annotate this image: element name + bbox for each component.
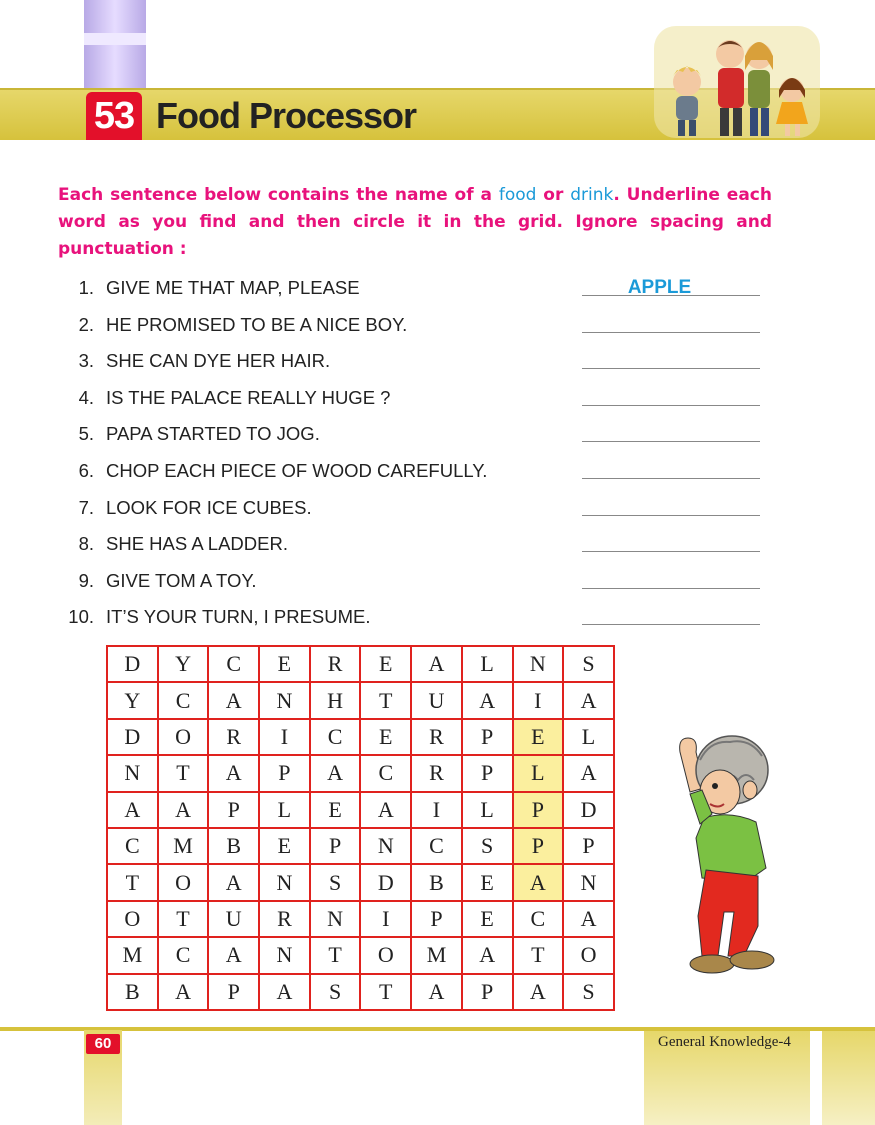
grid-cell[interactable]: N: [260, 938, 311, 974]
grid-cell[interactable]: L: [260, 793, 311, 829]
sentence-row: [60, 310, 780, 347]
answer-line[interactable]: [582, 624, 760, 625]
instructions: [58, 182, 772, 263]
grid-cell[interactable]: A: [564, 902, 615, 938]
sentence-text: GIVE TOM A TOY.: [106, 569, 257, 591]
grid-cell[interactable]: N: [108, 756, 159, 792]
grid-cell[interactable]: P: [463, 975, 514, 1011]
grid-cell[interactable]: N: [514, 647, 565, 683]
grid-cell[interactable]: A: [311, 756, 362, 792]
grid-cell[interactable]: A: [159, 975, 210, 1011]
grid-cell[interactable]: C: [159, 938, 210, 974]
grid-cell[interactable]: O: [159, 865, 210, 901]
answer-text: APPLE: [627, 277, 692, 298]
answer-line[interactable]: [582, 515, 760, 516]
sentence-number: 4.: [78, 386, 94, 408]
grid-cell[interactable]: E: [260, 647, 311, 683]
grid-cell[interactable]: A: [463, 938, 514, 974]
sentence-number: 3.: [78, 350, 94, 372]
grid-cell[interactable]: A: [209, 865, 260, 901]
answer-line[interactable]: [582, 588, 760, 589]
grid-cell[interactable]: A: [514, 865, 565, 901]
grid-cell[interactable]: Y: [108, 683, 159, 719]
grid-cell[interactable]: E: [463, 902, 514, 938]
grid-cell[interactable]: R: [209, 720, 260, 756]
sentence-row: [60, 566, 780, 603]
grid-cell[interactable]: U: [412, 683, 463, 719]
grid-cell[interactable]: T: [361, 975, 412, 1011]
grid-cell[interactable]: R: [260, 902, 311, 938]
instructions-part1: Each sentence below contains the name of a: [58, 185, 499, 205]
grid-cell[interactable]: P: [564, 829, 615, 865]
grid-cell[interactable]: N: [311, 902, 362, 938]
sentence-row: [60, 456, 780, 493]
grid-cell[interactable]: C: [514, 902, 565, 938]
grid-cell[interactable]: O: [159, 720, 210, 756]
sentence-text: PAPA STARTED TO JOG.: [106, 423, 320, 445]
answer-line[interactable]: [582, 405, 760, 406]
sentence-row: [60, 419, 780, 456]
grid-cell[interactable]: P: [514, 829, 565, 865]
grid-cell[interactable]: P: [311, 829, 362, 865]
grid-cell[interactable]: S: [564, 975, 615, 1011]
grid-cell[interactable]: N: [361, 829, 412, 865]
grid-cell[interactable]: D: [108, 720, 159, 756]
sentence-row: [60, 529, 780, 566]
sentence-number: 9.: [78, 569, 94, 591]
grid-cell[interactable]: M: [412, 938, 463, 974]
grid-cell[interactable]: I: [412, 793, 463, 829]
grid-cell[interactable]: L: [514, 756, 565, 792]
answer-line[interactable]: [582, 368, 760, 369]
grid-cell[interactable]: T: [159, 902, 210, 938]
grid-cell[interactable]: A: [412, 647, 463, 683]
grid-cell[interactable]: D: [564, 793, 615, 829]
sentence-number: 2.: [78, 313, 94, 335]
grid-cell[interactable]: I: [514, 683, 565, 719]
sentence-text: CHOP EACH PIECE OF WOOD CAREFULLY.: [106, 459, 488, 481]
grid-cell[interactable]: Y: [159, 647, 210, 683]
sentence-text: SHE CAN DYE HER HAIR.: [106, 350, 331, 372]
grid-cell[interactable]: A: [108, 793, 159, 829]
chapter-tab-stripe: [84, 33, 146, 45]
sentence-number: 7.: [78, 496, 94, 518]
grid-cell[interactable]: C: [209, 647, 260, 683]
sentence-number: 8.: [78, 533, 94, 555]
grid-cell[interactable]: U: [209, 902, 260, 938]
grid-cell[interactable]: B: [108, 975, 159, 1011]
answer-line[interactable]: [582, 551, 760, 552]
grid-cell[interactable]: D: [108, 647, 159, 683]
sentence-text: IT’S YOUR TURN, I PRESUME.: [106, 606, 371, 628]
sentence-row: [60, 346, 780, 383]
grid-cell[interactable]: A: [209, 683, 260, 719]
grid-cell[interactable]: A: [463, 683, 514, 719]
sentence-number: 10.: [68, 606, 94, 628]
sentence-number: 1.: [78, 277, 94, 298]
sentence-row: [60, 493, 780, 530]
grid-cell[interactable]: I: [260, 720, 311, 756]
grid-cell[interactable]: E: [463, 865, 514, 901]
grid-cell[interactable]: A: [564, 683, 615, 719]
book-title: General Knowledge-4: [658, 1034, 791, 1050]
grid-cell[interactable]: N: [260, 683, 311, 719]
grid-cell[interactable]: O: [564, 938, 615, 974]
grid-cell[interactable]: E: [361, 647, 412, 683]
sentence-text: HE PROMISED TO BE A NICE BOY.: [106, 313, 408, 335]
answer-line[interactable]: [582, 332, 760, 333]
sentence-row: [60, 383, 780, 420]
grid-cell[interactable]: C: [159, 683, 210, 719]
answer-line[interactable]: [582, 441, 760, 442]
grid-cell[interactable]: A: [209, 938, 260, 974]
page-number: 60: [86, 1034, 120, 1054]
grid-cell[interactable]: P: [209, 975, 260, 1011]
grid-cell[interactable]: R: [412, 756, 463, 792]
sentence-number: 6.: [78, 459, 94, 481]
keyword-drink: drink: [570, 185, 614, 205]
grid-cell[interactable]: D: [361, 865, 412, 901]
grid-cell[interactable]: S: [564, 647, 615, 683]
sentence-list: [60, 273, 780, 639]
grid-cell[interactable]: M: [159, 829, 210, 865]
sentence-row: [60, 602, 780, 639]
grid-cell[interactable]: R: [412, 720, 463, 756]
grid-cell[interactable]: A: [361, 793, 412, 829]
grid-cell[interactable]: T: [159, 756, 210, 792]
sentence-text: IS THE PALACE REALLY HUGE ?: [106, 386, 391, 408]
instructions-or: or: [536, 185, 571, 205]
grid-cell[interactable]: L: [564, 720, 615, 756]
footer-band-edge: [822, 1031, 875, 1125]
grid-cell[interactable]: S: [311, 865, 362, 901]
answer-line[interactable]: [582, 478, 760, 479]
grid-cell[interactable]: T: [311, 938, 362, 974]
boy-pointing-illustration: [660, 720, 800, 985]
chapter-title: Food Processor: [156, 95, 417, 136]
grid-cell[interactable]: T: [108, 865, 159, 901]
sentence-text: SHE HAS A LADDER.: [106, 533, 288, 555]
grid-cell[interactable]: L: [463, 647, 514, 683]
instructions-part2: . Underline each word as you find and then circle it in the grid. Ignore spacing and punctuation :: [58, 185, 772, 259]
grid-cell[interactable]: N: [260, 865, 311, 901]
grid-cell[interactable]: O: [361, 938, 412, 974]
grid-cell[interactable]: R: [311, 647, 362, 683]
grid-cell[interactable]: M: [108, 938, 159, 974]
grid-cell[interactable]: S: [463, 829, 514, 865]
grid-cell[interactable]: B: [412, 865, 463, 901]
chapter-number: 53: [86, 92, 142, 140]
keyword-food: food: [498, 185, 537, 205]
grid-cell[interactable]: E: [361, 720, 412, 756]
grid-cell[interactable]: S: [311, 975, 362, 1011]
sentence-text: LOOK FOR ICE CUBES.: [106, 496, 312, 518]
family-illustration: [652, 20, 822, 140]
grid-cell[interactable]: N: [564, 865, 615, 901]
grid-cell[interactable]: E: [311, 793, 362, 829]
grid-cell[interactable]: O: [108, 902, 159, 938]
grid-cell[interactable]: T: [514, 938, 565, 974]
grid-cell[interactable]: P: [463, 756, 514, 792]
grid-cell[interactable]: A: [209, 756, 260, 792]
grid-cell[interactable]: C: [311, 720, 362, 756]
sentence-number: 5.: [78, 423, 94, 445]
grid-cell[interactable]: P: [514, 793, 565, 829]
word-search-grid: [106, 645, 615, 1011]
grid-cell[interactable]: C: [412, 829, 463, 865]
grid-cell[interactable]: A: [412, 975, 463, 1011]
grid-cell[interactable]: A: [260, 975, 311, 1011]
grid-cell[interactable]: T: [361, 683, 412, 719]
grid-cell[interactable]: L: [463, 793, 514, 829]
grid-cell[interactable]: H: [311, 683, 362, 719]
sentence-row: [60, 273, 780, 310]
grid-cell[interactable]: A: [564, 756, 615, 792]
grid-cell[interactable]: P: [412, 902, 463, 938]
grid-cell[interactable]: E: [514, 720, 565, 756]
grid-cell[interactable]: P: [463, 720, 514, 756]
chapter-tab: [84, 0, 146, 96]
grid-cell[interactable]: C: [361, 756, 412, 792]
grid-cell[interactable]: A: [159, 793, 210, 829]
grid-cell[interactable]: P: [209, 793, 260, 829]
sentence-text: GIVE ME THAT MAP, PLEASE: [106, 277, 360, 298]
grid-cell[interactable]: E: [260, 829, 311, 865]
grid-cell[interactable]: I: [361, 902, 412, 938]
grid-cell[interactable]: C: [108, 829, 159, 865]
grid-cell[interactable]: A: [514, 975, 565, 1011]
grid-cell[interactable]: B: [209, 829, 260, 865]
grid-cell[interactable]: P: [260, 756, 311, 792]
